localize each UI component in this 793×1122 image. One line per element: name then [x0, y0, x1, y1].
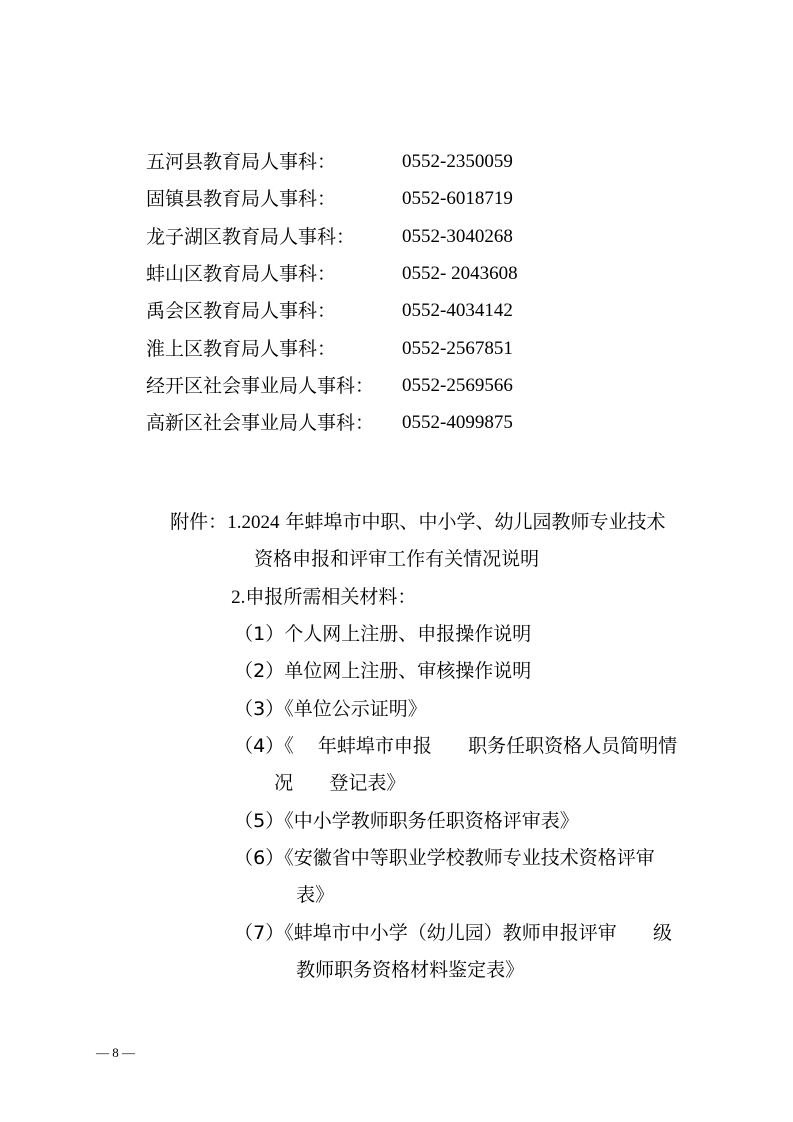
contact-label: 禹会区教育局人事科： [146, 300, 337, 322]
sub-item-text: 况 登记表》 [274, 772, 406, 794]
sub-item-number: （3） [234, 698, 285, 720]
sub-item-text: 《中小学教师职务任职资格评审表》 [284, 810, 579, 832]
contact-label: 淮上区教育局人事科： [146, 338, 337, 360]
attachment-item-2-number: 2. [231, 587, 246, 608]
sub-item-text: 《单位公示证明》 [284, 698, 427, 720]
contact-label: 五河县教育局人事科： [146, 151, 337, 173]
attachment-item-2-text: 申报所需相关材料： [245, 586, 417, 608]
sub-item-text: 表》 [296, 884, 335, 906]
sub-item-number: （1） [234, 623, 285, 645]
attachment-item-1-text: 资格申报和评审工作有关情况说明 [254, 548, 540, 570]
contact-label: 龙子湖区教育局人事科： [146, 226, 356, 248]
page-number: — 8 — [96, 1045, 135, 1060]
attachment-item-1-text: 年蚌埠市中职、中小学、幼儿园教师专业技术 [279, 511, 666, 533]
attachment-item-1-number: 1.2024 [227, 512, 280, 533]
sub-item-text: 个人网上注册、申报操作说明 [284, 623, 532, 645]
sub-item-number: （2） [234, 660, 285, 682]
sub-item-text: 《 年蚌埠市申报 职务任职资格人员简明情 [284, 735, 678, 757]
contact-phone: 0552-2569566 [402, 375, 513, 396]
attachment-prefix: 附件： [170, 511, 228, 533]
contact-phone: 0552-4034142 [402, 300, 513, 321]
contact-phone: 0552- 2043608 [402, 263, 518, 284]
sub-item-number: （6） [234, 847, 285, 869]
contact-label: 蚌山区教育局人事科： [146, 263, 337, 285]
sub-item-text: 教师职务资格材料鉴定表》 [296, 959, 525, 981]
contact-phone: 0552-2350059 [402, 151, 513, 172]
sub-item-number: （4） [234, 735, 285, 757]
contact-label: 经开区社会事业局人事科： [146, 375, 375, 397]
sub-item-number: （5） [234, 810, 285, 832]
contact-phone: 0552-2567851 [402, 338, 513, 359]
sub-item-number: （7） [234, 922, 285, 944]
contact-phone: 0552-3040268 [402, 226, 513, 247]
sub-item-continued [272, 934, 524, 1006]
sub-item-text: 《蚌埠市中小学（幼儿园）教师申报评审 级 [284, 922, 673, 944]
contact-label: 高新区社会事业局人事科： [146, 412, 375, 434]
contact-phone: 0552-6018719 [402, 188, 513, 209]
sub-item-text: 单位网上注册、审核操作说明 [284, 660, 532, 682]
sub-item-text: 《安徽省中等职业学校教师专业技术资格评审 [284, 847, 655, 869]
contact-phone: 0552-4099875 [402, 412, 513, 433]
contact-label: 固镇县教育局人事科： [146, 188, 337, 210]
